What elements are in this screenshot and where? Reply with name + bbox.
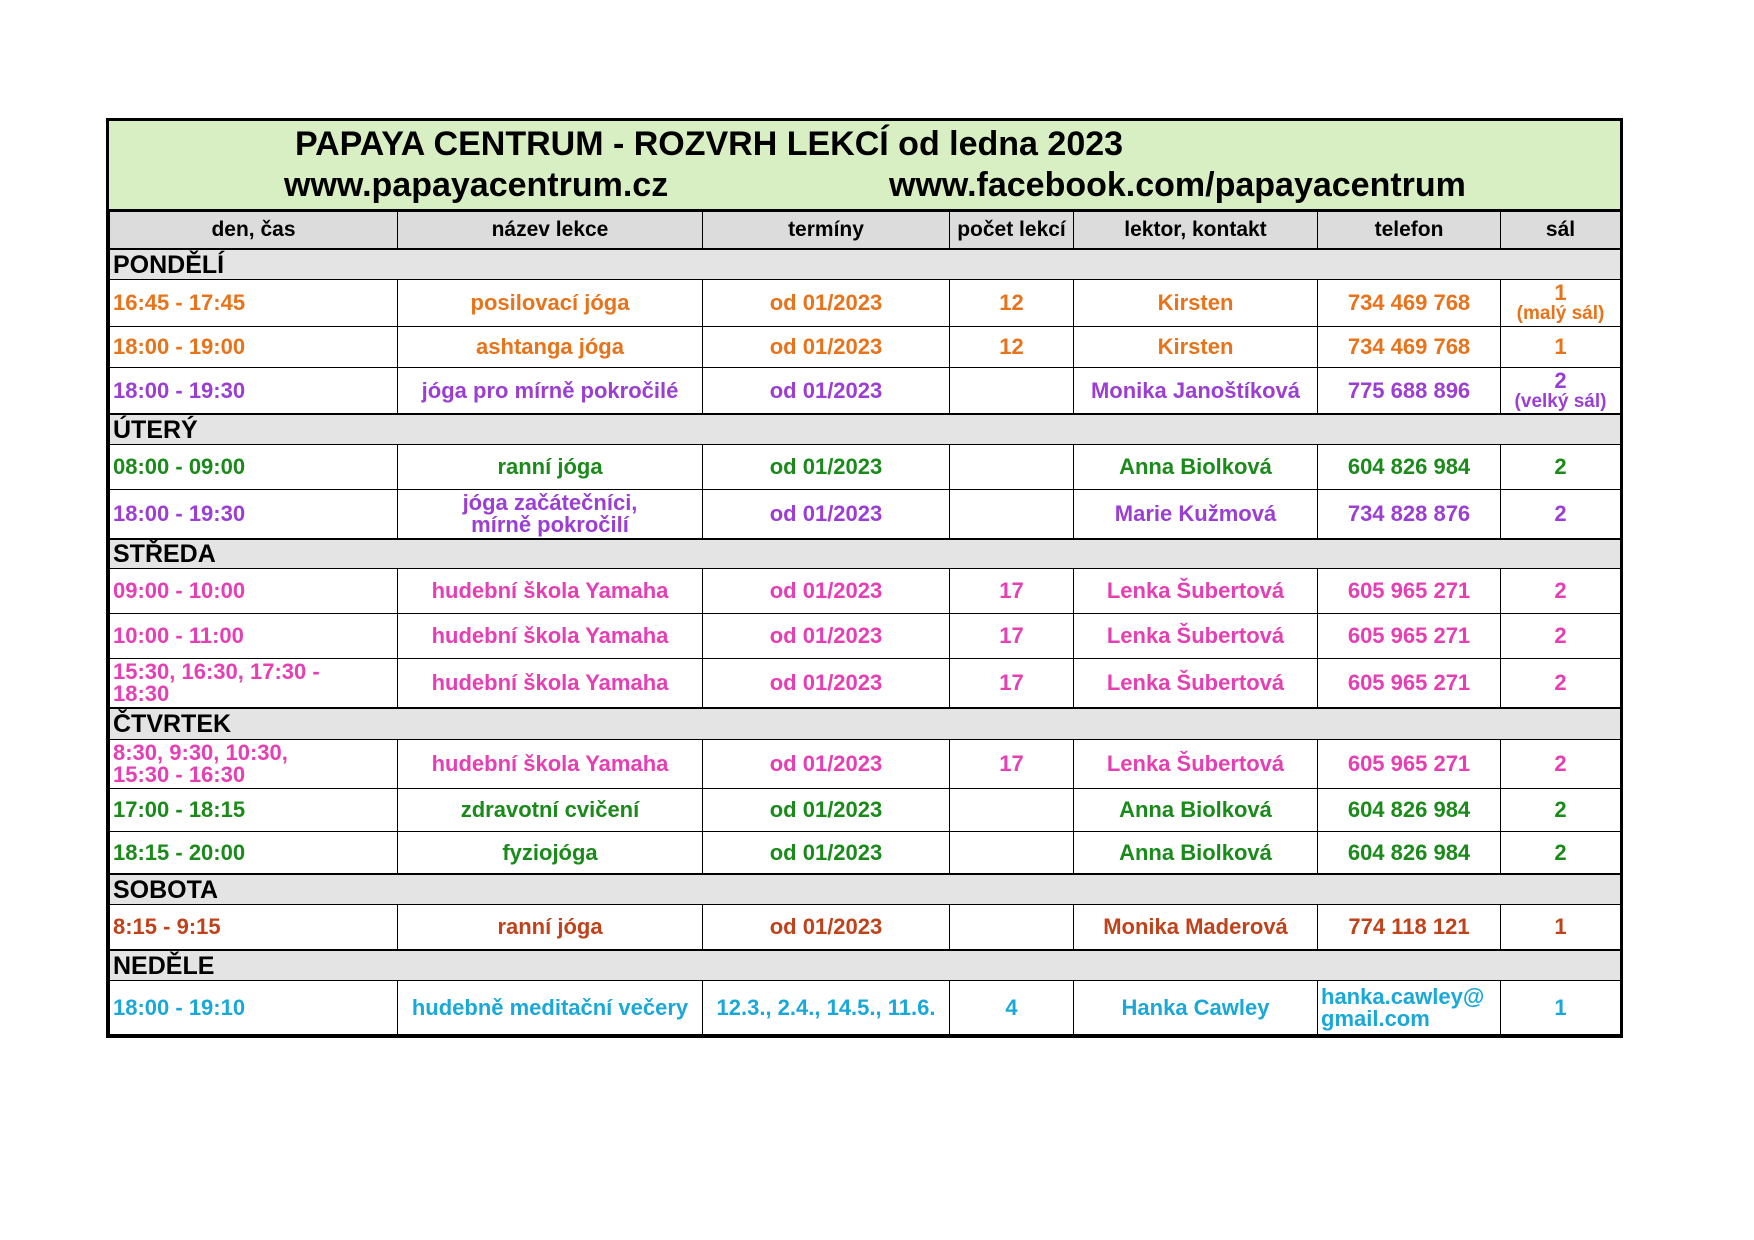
- room-cell: [1501, 740, 1621, 789]
- col-header-lector: lektor, kontakt: [1074, 212, 1318, 250]
- terms-cell: od 01/2023: [703, 327, 950, 368]
- terms-cell: od 01/2023: [703, 740, 950, 789]
- count-cell: 4: [950, 981, 1074, 1035]
- lesson-cell: ranní jóga: [398, 445, 703, 490]
- lesson-row: [110, 490, 1621, 540]
- room-number: 2: [1554, 670, 1567, 695]
- room-cell: [1501, 981, 1621, 1035]
- lector-cell: Hanka Cawley: [1074, 981, 1318, 1035]
- room-number: 2: [1554, 454, 1567, 479]
- day-name: ÚTERÝ: [110, 414, 1621, 445]
- room-cell: [1501, 789, 1621, 832]
- phone-cell: 605 965 271: [1318, 659, 1501, 709]
- time-cell: 18:00 - 19:30: [110, 368, 398, 415]
- website-link[interactable]: www.papayacentrum.cz: [284, 166, 669, 204]
- room-cell: [1501, 490, 1621, 540]
- lector-cell: Lenka Šubertová: [1074, 740, 1318, 789]
- lesson-cell: ashtanga jóga: [398, 327, 703, 368]
- room-cell: [1501, 368, 1621, 415]
- lector-cell: Lenka Šubertová: [1074, 569, 1318, 614]
- time-cell: 18:00 - 19:30: [110, 490, 398, 540]
- phone-cell: 605 965 271: [1318, 740, 1501, 789]
- phone-cell: 734 828 876: [1318, 490, 1501, 540]
- room-number: 2: [1554, 623, 1567, 648]
- lesson-cell: hudební škola Yamaha: [398, 659, 703, 709]
- phone-cell: 734 469 768: [1318, 327, 1501, 368]
- lector-cell: Marie Kužmová: [1074, 490, 1318, 540]
- room-number: 1: [1554, 994, 1567, 1020]
- room-cell: [1501, 445, 1621, 490]
- day-name: NEDĚLE: [110, 950, 1621, 981]
- room-number: 2: [1554, 751, 1567, 776]
- col-header-count: počet lekcí: [950, 212, 1074, 250]
- room-cell: [1501, 614, 1621, 659]
- count-cell: [950, 789, 1074, 832]
- count-cell: [950, 832, 1074, 875]
- room-cell: [1501, 659, 1621, 709]
- room-note: (velký sál): [1514, 390, 1607, 412]
- time-cell: 17:00 - 18:15: [110, 789, 398, 832]
- room-number: 1: [1554, 914, 1567, 939]
- lesson-cell: hudební škola Yamaha: [398, 569, 703, 614]
- terms-cell: od 01/2023: [703, 445, 950, 490]
- room-cell: [1501, 569, 1621, 614]
- room-cell: [1501, 905, 1621, 951]
- schedule-sheet: [106, 118, 1623, 1038]
- title-banner: [109, 121, 1620, 211]
- room-number: 2: [1554, 367, 1567, 393]
- time-cell: 08:00 - 09:00: [110, 445, 398, 490]
- lesson-row: [110, 569, 1621, 614]
- room-number: 2: [1554, 839, 1567, 865]
- terms-cell: od 01/2023: [703, 905, 950, 951]
- day-header-row: [110, 414, 1621, 445]
- lesson-row: [110, 445, 1621, 490]
- day-header-row: [110, 874, 1621, 905]
- text-line: gmail.com: [1321, 1005, 1430, 1031]
- text-line: 18:30: [113, 681, 170, 706]
- text-line: mírně pokročilí: [471, 512, 629, 537]
- day-name: SOBOTA: [110, 874, 1621, 905]
- lector-cell: Monika Janoštíková: [1074, 368, 1318, 415]
- terms-cell: od 01/2023: [703, 789, 950, 832]
- day-header-row: [110, 950, 1621, 981]
- count-cell: [950, 445, 1074, 490]
- phone-cell: 604 826 984: [1318, 832, 1501, 875]
- room-number: 2: [1554, 501, 1567, 526]
- lector-cell: Kirsten: [1074, 280, 1318, 327]
- col-header-phone: telefon: [1318, 212, 1501, 250]
- room-number: 1: [1554, 280, 1567, 305]
- time-cell: 18:00 - 19:00: [110, 327, 398, 368]
- room-number: 2: [1554, 578, 1567, 603]
- terms-cell: od 01/2023: [703, 569, 950, 614]
- room-cell: [1501, 832, 1621, 875]
- lector-cell: Lenka Šubertová: [1074, 659, 1318, 709]
- count-cell: 17: [950, 740, 1074, 789]
- phone-cell: 604 826 984: [1318, 445, 1501, 490]
- col-header-lesson: název lekce: [398, 212, 703, 250]
- count-cell: 17: [950, 659, 1074, 709]
- count-cell: 12: [950, 280, 1074, 327]
- day-header-row: [110, 249, 1621, 280]
- lesson-cell: hudební škola Yamaha: [398, 740, 703, 789]
- terms-cell: od 01/2023: [703, 614, 950, 659]
- lesson-cell: ranní jóga: [398, 905, 703, 951]
- phone-cell[interactable]: [1318, 981, 1501, 1035]
- terms-cell: 12.3., 2.4., 14.5., 11.6.: [703, 981, 950, 1035]
- room-note: (malý sál): [1516, 303, 1605, 324]
- lesson-cell: hudebně meditační večery: [398, 981, 703, 1035]
- day-header-row: [110, 539, 1621, 569]
- lesson-row: [110, 981, 1621, 1035]
- phone-cell: 774 118 121: [1318, 905, 1501, 951]
- time-cell: 18:15 - 20:00: [110, 832, 398, 875]
- room-number: 2: [1554, 797, 1567, 822]
- lesson-row: [110, 789, 1621, 832]
- page-title: PAPAYA CENTRUM - ROZVRH LEKCÍ od ledna 2023: [294, 125, 1124, 163]
- terms-cell: od 01/2023: [703, 659, 950, 709]
- count-cell: [950, 368, 1074, 415]
- time-cell: 16:45 - 17:45: [110, 280, 398, 327]
- phone-cell: 734 469 768: [1318, 280, 1501, 327]
- terms-cell: od 01/2023: [703, 832, 950, 875]
- lesson-cell: jóga pro mírně pokročilé: [398, 368, 703, 415]
- text-line: jóga začátečníci,: [462, 490, 638, 515]
- column-header-row: [110, 212, 1621, 250]
- count-cell: 17: [950, 569, 1074, 614]
- lector-cell: Anna Biolková: [1074, 832, 1318, 875]
- col-header-terms: termíny: [703, 212, 950, 250]
- lesson-row: [110, 905, 1621, 951]
- phone-cell: 605 965 271: [1318, 569, 1501, 614]
- schedule-table: [109, 211, 1621, 1035]
- lesson-row: [110, 740, 1621, 789]
- lesson-cell: hudební škola Yamaha: [398, 614, 703, 659]
- lesson-cell: [398, 490, 703, 540]
- lector-cell: Anna Biolková: [1074, 445, 1318, 490]
- text-line: 15:30, 16:30, 17:30 -: [113, 659, 320, 684]
- schedule-body: [110, 249, 1621, 1035]
- lesson-cell: posilovací jóga: [398, 280, 703, 327]
- text-line: 15:30 - 16:30: [113, 762, 246, 787]
- day-header-row: [110, 708, 1621, 740]
- lector-cell: Monika Maderová: [1074, 905, 1318, 951]
- terms-cell: od 01/2023: [703, 368, 950, 415]
- lesson-row: [110, 832, 1621, 875]
- lesson-row: [110, 659, 1621, 709]
- col-header-room: sál: [1501, 212, 1621, 250]
- text-line: 8:30, 9:30, 10:30,: [113, 740, 288, 765]
- lesson-row: [110, 280, 1621, 327]
- room-cell: [1501, 327, 1621, 368]
- lesson-row: [110, 614, 1621, 659]
- lesson-cell: fyziojóga: [398, 832, 703, 875]
- day-name: STŘEDA: [110, 539, 1621, 569]
- lector-cell: Lenka Šubertová: [1074, 614, 1318, 659]
- room-number: 1: [1554, 334, 1567, 359]
- day-name: PONDĚLÍ: [110, 249, 1621, 280]
- time-cell: 18:00 - 19:10: [110, 981, 398, 1035]
- terms-cell: od 01/2023: [703, 280, 950, 327]
- lesson-row: [110, 327, 1621, 368]
- count-cell: 17: [950, 614, 1074, 659]
- col-header-time: den, čas: [110, 212, 398, 250]
- count-cell: [950, 905, 1074, 951]
- day-name: ČTVRTEK: [110, 708, 1621, 740]
- lesson-row: [110, 368, 1621, 415]
- phone-cell: 604 826 984: [1318, 789, 1501, 832]
- phone-cell: 605 965 271: [1318, 614, 1501, 659]
- count-cell: 12: [950, 327, 1074, 368]
- lesson-cell: zdravotní cvičení: [398, 789, 703, 832]
- room-cell: [1501, 280, 1621, 327]
- lector-cell: Kirsten: [1074, 327, 1318, 368]
- lector-cell: Anna Biolková: [1074, 789, 1318, 832]
- phone-cell: 775 688 896: [1318, 368, 1501, 415]
- time-cell: 8:15 - 9:15: [110, 905, 398, 951]
- terms-cell: od 01/2023: [703, 490, 950, 540]
- time-cell: [110, 659, 398, 709]
- count-cell: [950, 490, 1074, 540]
- time-cell: 09:00 - 10:00: [110, 569, 398, 614]
- time-cell: 10:00 - 11:00: [110, 614, 398, 659]
- facebook-link[interactable]: www.facebook.com/papayacentrum: [889, 166, 1466, 204]
- time-cell: [110, 740, 398, 789]
- text-line: hanka.cawley@: [1321, 983, 1485, 1009]
